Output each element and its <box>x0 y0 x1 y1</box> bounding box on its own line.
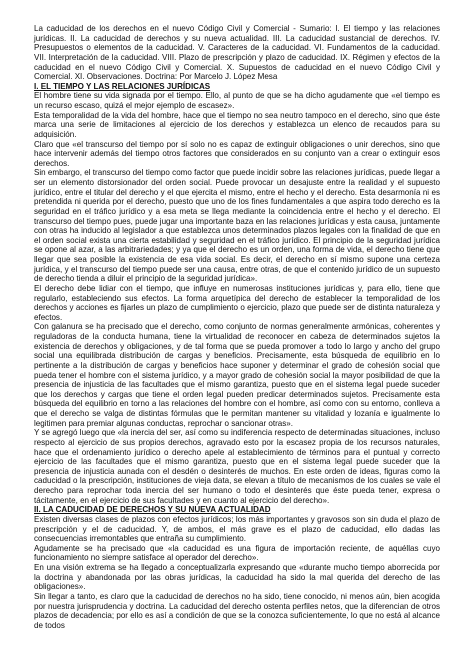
body-paragraph: En una visión extrema se ha llegado a conceptualizarla expresando que «durante mucho tiempo aborrecida por la doctrina y abandonada por las obras jurídicas, la caducidad ha sido la mal querida del derecho de las obligaciones». <box>34 563 440 592</box>
body-paragraph: Sin llegar a tanto, es claro que la caducidad de derechos no ha sido, tiene conocido, ni menos aún, bien acogida por nuestra jurisprudencia y doctrina. La caducidad del derecho ostenta perfiles netos, que la diferencian de otros plazos de decadencia; por ello es así a condición de que se la conozca suficientemente, lo que no está al alcance de todos <box>34 591 440 630</box>
body-paragraph: El derecho debe lidiar con el tiempo, que influye en numerosas instituciones jurídicas y, para ello, tiene que regularlo, estableciendo sus efectos. La forma arquetípica del derecho de establecer la temporalidad de los derechos y acciones es fijarles un plazo de cumplimiento o ejercicio, plazo que puede ser de distinta naturaleza y efectos. <box>34 283 440 322</box>
body-paragraph: Existen diversas clases de plazos con efectos jurídicos; los más importantes y gravosos son sin duda el plazo de prescripción y el de caducidad. Y, de ambos, el más grave es el plazo de caducidad, ello dadas las consecuencias irremontables que entraña su cumplimiento. <box>34 514 440 544</box>
body-paragraph: Agudamente se ha precisado que «la caducidad es una figura de importación reciente, de aquéllas cuyo funcionamiento no siempre satisface al operador del derecho». <box>34 543 440 563</box>
body-paragraph: Esta temporalidad de la vida del hombre, hace que el tiempo no sea neutro tampoco en el derecho, sino que éste marca una serie de limitaciones al ejercicio de los derechos y establezca un elenco de recaudos para su adquisición. <box>34 110 440 139</box>
section-heading-1: I. EL TIEMPO Y LAS RELACIONES JURÍDICAS <box>34 81 211 91</box>
body-paragraph: Y se agregó luego que «la inercia del ser, así como su indiferencia respecto de determinadas situaciones, incluso respecto al ejercicio de sus propios derechos, agravado esto por la escasez propia de los recursos naturales, hace que el ordenamiento jurídico o derecho apele al establecimiento de términos para el puntual y correcto ejercicio de las facultades que el mismo garantiza, puesto que en el sistema legal puede suceder que la presencia de injusticia aunada con el desdén o desinterés de muchos. En este orden de ideas, figuras como la caducidad o la prescripción, instituciones de vieja data, se elevan a título de mecanismos de los cuales se vale el derecho para reprochar toda inercia del ser humano o todo el desinterés que éste pueda tener, expresa o tácitamente, en el ejercicio de sus facultades y en cuanto al ejercicio del derecho». <box>34 428 440 505</box>
section-heading-2: II. LA CADUCIDAD DE DERECHOS Y SU NUEVA ACTUALIDAD <box>34 505 271 515</box>
body-paragraph: Sin embargo, el transcurso del tiempo como factor que puede incidir sobre las relaciones jurídicas, puede llegar a ser un elemento distorsionador del orden social. Puede provocar un desajuste entre la realidad y el supuesto jurídico, entre el titular del derecho y el que ejercita el mismo, entre el hecho y el derecho. Esta desarmonía ni es pretendida ni querida por el derecho, puesto que uno de los fines fundamentales a que aspira todo derecho es la seguridad en el tráfico jurídico y a esa meta se llega mediante la coincidencia entre el hecho y el derecho. El transcurso del tiempo pues, puede jugar una importante baza en las relaciones jurídicas y esta causa, juntamente con otras ha inducido al legislador a que establezca unos determinados plazos legales con la finalidad de que en el orden social exista una cierta estabilidad y seguridad en el tráfico jurídico. El principio de la seguridad jurídica se opone al azar, a las arbitrariedades; y ya que el derecho es un orden, una forma de vida, el derecho tiene que llegar que sea posible la existencia de esa vida social. Es decir, el derecho en sí mismo supone una certeza jurídica, y el transcurso del tiempo puede ser una causa, entre otras, de que el contenido jurídico de un supuesto de derecho tienda a diluir el principio de la seguridad jurídica». <box>34 168 440 284</box>
body-paragraph: El hombre tiene su vida signada por el tiempo. Ello, al punto de que se ha dicho agudamente que «el tiempo es un recurso escaso, quizá el mejor ejemplo de escasez». <box>34 91 440 110</box>
body-paragraph: Claro que «el transcurso del tiempo por sí solo no es capaz de extinguir obligaciones o unir derechos, sino que hace intervenir además del tiempo otros factores que considerados en su conjunto van a crear o extinguir esos derechos. <box>34 139 440 168</box>
summary-paragraph: La caducidad de los derechos en el nuevo Código Civil y Comercial - Sumario: I. El tiempo y las relaciones jurídicas. II. La caducidad de derechos y su nueva actualidad. III. La caducidad sustancial de derechos. IV. Presupuestos o elementos de la caducidad. V. Caracteres de la caducidad. VI. Fundamentos de la caducidad. VII. Interpretación de la caducidad. VIII. Plazo de prescripción y plazo de caducidad. IX. Régimen y efectos de la caducidad en el nuevo Código Civil y Comercial. X. Supuestos de caducidad en el nuevo Código Civil y Comercial. XI. Observaciones. Doctrina: Por Marcelo J. López Mesa <box>34 24 440 82</box>
body-paragraph: Con galanura se ha precisado que el derecho, como conjunto de normas generalmente armónicas, coherentes y reguladoras de la conducta humana, tiene la virtualidad de reconocer en cabeza de determinados sujetos la existencia de derechos y obligaciones, y de tal forma que se pueda promover a todo lo largo y ancho del grupo social una equilibrada distribución de cargas y beneficios. Precisamente, esta búsqueda de equilibrio en lo pertinente a la distribución de cargas y beneficios hace suponer y determinar el grado de cohesión social que pueda tener el hombre con el sistema jurídico, y a mayor grado de cohesión social la mayor posibilidad de que la presencia de injusticia de las facultades que el mismo garantiza, puesto que en el sistema legal puede suceder que los derechos y cargas que tiene el orden legal pueden predicar determinados sujetos. Precisamente esta búsqueda del equilibrio en torno a las relaciones del hombre con el hombre, así como con su entorno, conlleva a que el derecho se valga de distintas fórmulas que le permitan mantener su vitalidad y lozanía e igualmente lo legitimen para premiar algunas conductas, reprochar o sancionar otras». <box>34 322 440 428</box>
